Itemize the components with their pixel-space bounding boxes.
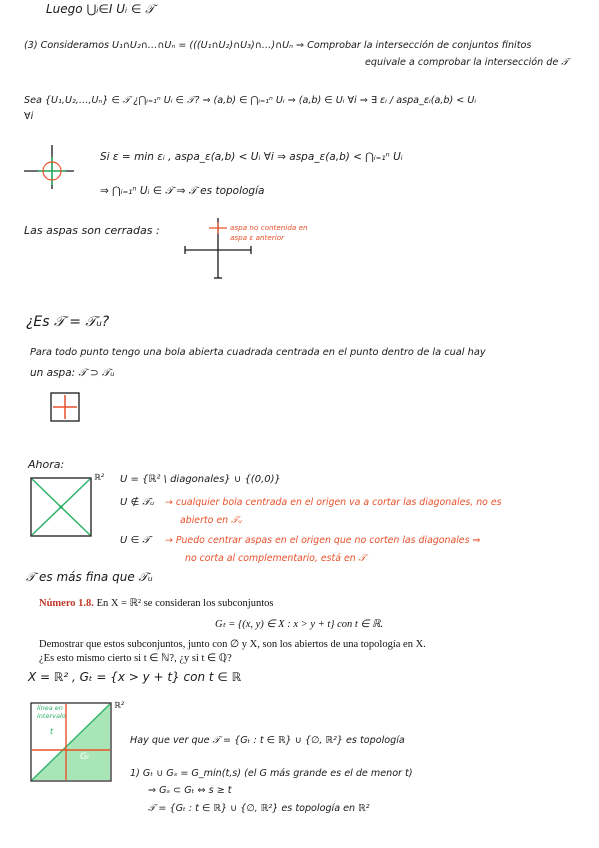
note-line-X-def: X = ℝ² , Gₜ = {x > y + t} con t ∈ ℝ — [28, 670, 242, 684]
exercise-formula: Gₜ = {(x, y) ∈ X : x > y + t} con t ∈ ℝ. — [215, 619, 384, 630]
exercise-text-3: ¿Es esto mismo cierto si t ∈ ℕ?, ¿y si t ∈ ℚ? — [39, 653, 232, 664]
note-line-ahora: Ahora: — [28, 458, 65, 471]
note-line-topology: ⇒ ⋂ᵢ₌₁ⁿ Uᵢ ∈ 𝒯 ⇒ 𝒯 es topología — [100, 185, 265, 197]
note-line-union-G: 1) Gₜ ∪ Gₛ = G_min(t,s) (el G más grande es el de menor t) — [130, 768, 413, 779]
note-line-U-in-T: U ∈ 𝒯 — [120, 535, 151, 546]
note-line-forall: ∀i — [24, 111, 34, 122]
note-line-set-U: U = {ℝ² \ diagonales} ∪ {(0,0)} — [120, 474, 281, 485]
exercise-text-2: Demostrar que estos subconjuntos, junto con ∅ y X, son los abiertos de una topología en X. — [39, 639, 426, 650]
note-line-U-not-in-Tu: U ∉ 𝒯ᵤ — [120, 497, 155, 508]
aspa-figure — [24, 143, 74, 189]
note-line-closed-aspas: Las aspas son cerradas : — [24, 224, 160, 237]
note-line-sea: Sea {U₁,U₂,…,Uₙ} ∈ 𝒯 ¿⋂ᵢ₌₁ⁿ Uᵢ ∈ 𝒯? ⇒ (a,b) ∈ ⋂ᵢ₌₁ⁿ Uᵢ ⇒ (a,b) ∈ Uᵢ ∀i ⇒ ∃ εᵢ / aspa_εᵢ(a,b) < Uᵢ — [24, 95, 477, 106]
note-line-U-not-in-Tu-reason: → cualquier bola centrada en el origen va a cortar las diagonales, no es — [165, 497, 502, 508]
note-closed-aspa-annotation: aspa no contenida en aspa ε anterior — [230, 223, 308, 242]
note-line-U-in-T-reason: → Puedo centrar aspas en el origen que no corten las diagonales ⇒ — [165, 535, 481, 546]
r2-label-1: ℝ² — [94, 473, 105, 483]
note-line-intersection-cont: equivale a comprobar la intersección de 𝒯 — [365, 57, 569, 68]
note-line-U-in-T-reason-cont: no corta al complementario, está en 𝒯 — [185, 553, 366, 564]
exercise-block — [39, 597, 579, 611]
square-ball-figure — [50, 392, 80, 422]
Gt-fig-t-label: t — [50, 727, 54, 736]
note-line-aspa-finer: un aspa: 𝒯 ⊃ 𝒯ᵤ — [30, 367, 115, 379]
exercise-label: Número 1.8. — [39, 598, 94, 609]
note-line-subset: ⇒ Gₛ ⊂ Gₜ ⇔ s ≥ t — [148, 785, 232, 796]
note-line-T-topology: 𝒯 = {Gₜ : t ∈ ℝ} ∪ {∅, ℝ²} es topología en ℝ² — [148, 803, 370, 814]
note-line-intersection: (3) Consideramos U₁∩U₂∩…∩Uₙ = (((U₁∩U₂)∩U₃)∩…)∩Uₙ ⇒ Comprobar la intersección de conjuntos finitos — [24, 40, 532, 51]
note-line-union: Luego ⋃ᵢ∈I Uᵢ ∈ 𝒯 — [46, 2, 155, 16]
exercise-text-1: En X = ℝ² se consideran los subconjuntos — [96, 598, 274, 609]
diagonals-figure — [30, 477, 92, 537]
note-line-min-eps: Si ε = min εᵢ , aspa_ε(a,b) < Uᵢ ∀i ⇒ aspa_ε(a,b) < ⋂ᵢ₌₁ⁿ Uᵢ — [100, 151, 403, 163]
note-line-finer: 𝒯 es más fina que 𝒯ᵤ — [26, 570, 153, 584]
note-line-verify-topology: Hay que ver que 𝒯 = {Gₜ : t ∈ ℝ} ∪ {∅, ℝ²} es topología — [130, 735, 405, 746]
r2-label-2: ℝ² — [114, 701, 125, 711]
note-line-every-point: Para todo punto tengo una bola abierta cuadrada centrada en el punto dentro de la cual hay — [30, 347, 486, 358]
Gt-fig-line-label: línea en intervalo — [37, 704, 66, 720]
Gt-fig-G-label: Gₜ — [80, 752, 90, 762]
note-line-U-not-in-Tu-reason-cont: abierto en 𝒯ᵤ — [180, 515, 242, 526]
note-question-equal: ¿Es 𝒯 = 𝒯ᵤ? — [26, 314, 110, 330]
